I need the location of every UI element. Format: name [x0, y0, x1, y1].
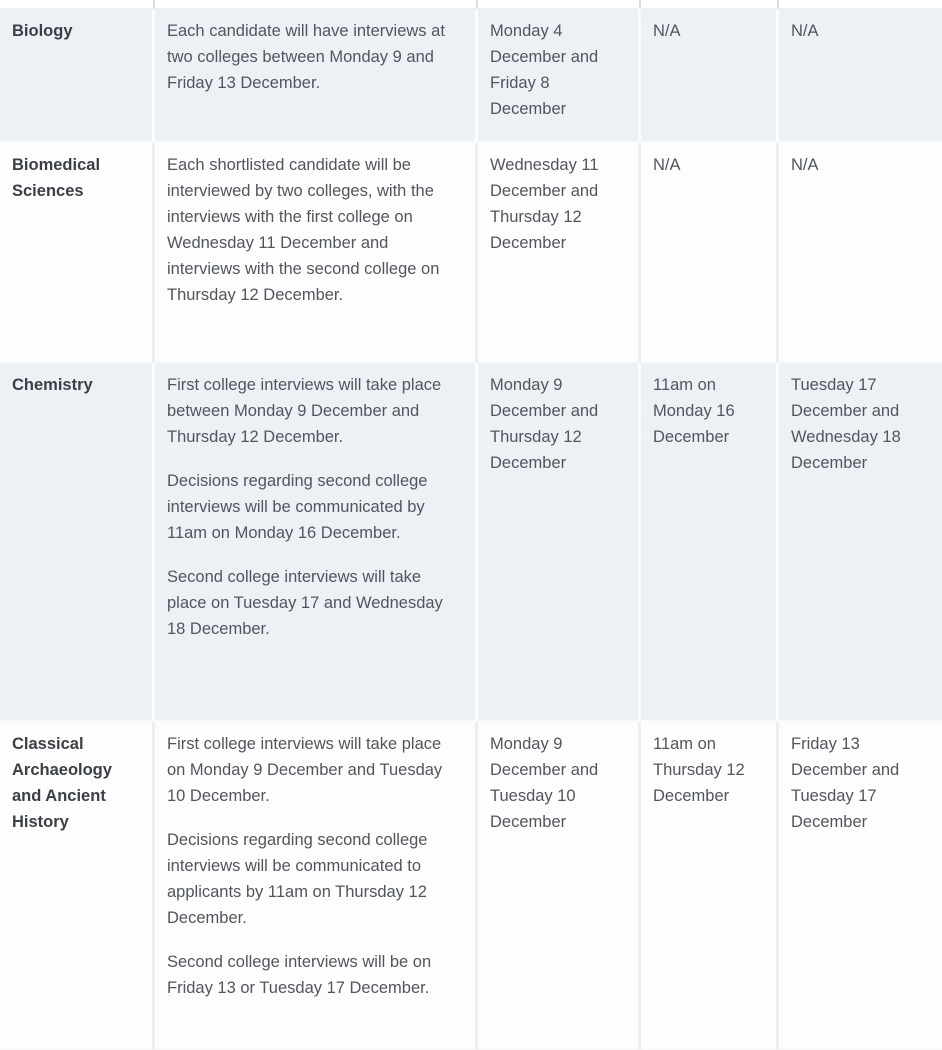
second-interview-dates-cell: [779, 722, 942, 1050]
subject-cell: [0, 363, 155, 722]
subject-cell: [0, 722, 155, 1050]
table-row: [0, 9, 942, 143]
decision-time: 11am on Thursday 12 December: [653, 735, 745, 805]
subject-label: Biology: [12, 22, 73, 40]
remnant-cell: [641, 0, 779, 9]
description-paragraph: Decisions regarding second college interviews will be communicated to applicants by 11am on Thursday 12 December.: [167, 831, 428, 927]
second-interview-dates: Friday 13 December and Tuesday 17 December: [791, 735, 900, 831]
description-cell: [155, 722, 478, 1050]
description-paragraph: Decisions regarding second college interviews will be communicated by 11am on Monday 16 December.: [167, 472, 428, 542]
second-interview-dates-cell: [779, 9, 942, 143]
remnant-cell: [0, 0, 155, 9]
decision-time: 11am on Monday 16 December: [653, 376, 735, 446]
description-paragraph: Second college interviews will be on Friday 13 or Tuesday 17 December.: [167, 953, 432, 997]
table-row: [0, 143, 942, 363]
remnant-cell: [779, 0, 942, 9]
previous-row-remnant: [0, 0, 942, 9]
subject-label: Classical Archaeology and Ancient History: [12, 735, 112, 831]
description-cell: [155, 9, 478, 143]
description-cell: [155, 143, 478, 363]
second-interview-dates-cell: [779, 363, 942, 722]
remnant-cell: [155, 0, 478, 9]
description-paragraph: First college interviews will take place between Monday 9 December and Thursday 12 December.: [167, 376, 442, 446]
decision-time-cell: [641, 143, 779, 363]
description-paragraph: Each shortlisted candidate will be interviewed by two colleges, with the interviews with the first college on Wednesday 11 December and interviews with the second college on Thursday 12 December.: [167, 156, 440, 304]
subject-cell: [0, 9, 155, 143]
first-interview-dates: Monday 9 December and Thursday 12 December: [490, 376, 599, 472]
decision-time: N/A: [653, 22, 681, 40]
description-paragraph: Second college interviews will take place on Tuesday 17 and Wednesday 18 December.: [167, 568, 443, 638]
subject-cell: [0, 143, 155, 363]
second-interview-dates: Tuesday 17 December and Wednesday 18 December: [791, 376, 901, 472]
table-row: [0, 722, 942, 1050]
description-paragraph: Each candidate will have interviews at two colleges between Monday 9 and Friday 13 December.: [167, 22, 445, 92]
description-paragraph: First college interviews will take place on Monday 9 December and Tuesday 10 December.: [167, 735, 443, 805]
remnant-cell: [478, 0, 641, 9]
first-interview-dates-cell: [478, 143, 641, 363]
second-interview-dates: N/A: [791, 22, 819, 40]
second-interview-dates-cell: [779, 143, 942, 363]
second-interview-dates: N/A: [791, 156, 819, 174]
first-interview-dates: Monday 4 December and Friday 8 December: [490, 22, 599, 118]
first-interview-dates-cell: [478, 9, 641, 143]
decision-time-cell: [641, 363, 779, 722]
subject-label: Chemistry: [12, 376, 93, 394]
first-interview-dates-cell: [478, 363, 641, 722]
first-interview-dates: Wednesday 11 December and Thursday 12 December: [490, 156, 599, 252]
description-cell: [155, 363, 478, 722]
decision-time-cell: [641, 9, 779, 143]
decision-time-cell: [641, 722, 779, 1050]
first-interview-dates-cell: [478, 722, 641, 1050]
first-interview-dates: Monday 9 December and Tuesday 10 December: [490, 735, 599, 831]
decision-time: N/A: [653, 156, 681, 174]
subject-label: Biomedical Sciences: [12, 156, 101, 200]
table-row: [0, 363, 942, 722]
